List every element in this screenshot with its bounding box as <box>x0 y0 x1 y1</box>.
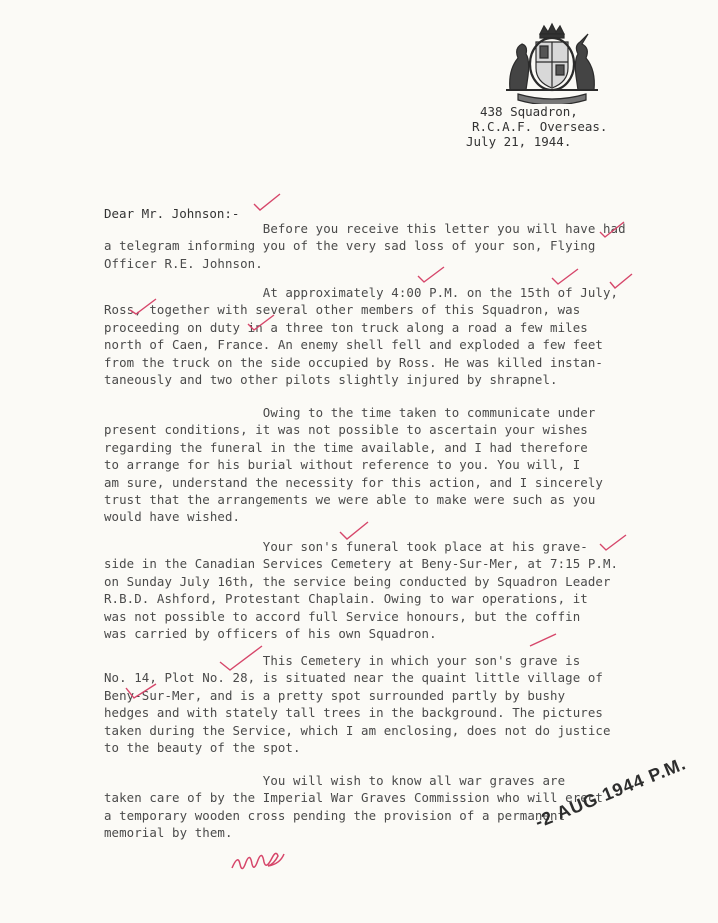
paragraph-line: would have wished. <box>104 509 241 525</box>
paragraph-line: north of Caen, France. An enemy shell fell and exploded a few feet <box>104 337 603 353</box>
paragraph-line: trust that the arrangements we were able to make were such as you <box>104 492 596 508</box>
paragraph <box>104 220 664 272</box>
paragraph-line: was carried by officers of his own Squadron. <box>104 626 437 642</box>
paragraph-line: Officer R.E. Johnson. <box>104 255 263 271</box>
paragraph-line: on Sunday July 16th, the service being conducted by Squadron Leader <box>104 573 611 589</box>
handwritten-initials-icon <box>228 840 288 880</box>
check-mark-icon <box>246 312 276 332</box>
check-mark-icon <box>598 532 628 552</box>
paragraph-line: At approximately 4:00 P.M. on the 15th of July, <box>104 285 619 300</box>
paragraph-line: present conditions, it was not possible to ascertain your wishes <box>104 422 588 438</box>
check-mark-icon <box>550 266 580 286</box>
paragraph-line: Owing to the time taken to communicate under <box>104 405 596 420</box>
paragraph <box>104 284 664 388</box>
paragraph <box>104 652 664 756</box>
paragraph-line: taneously and two other pilots slightly injured by shrapnel. <box>104 372 558 388</box>
received-date-stamp: -2 AUG 1944 P.M. <box>532 753 689 833</box>
paragraph-line: a telegram informing you of the very sad loss of your son, Flying <box>104 238 596 254</box>
letter-date: July 21, 1944. <box>466 134 572 149</box>
paragraph-line: regarding the funeral in the time available, and I had therefore <box>104 439 588 455</box>
paragraph-line: side in the Canadian Services Cemetery at Beny-Sur-Mer, at 7:15 P.M. <box>104 556 619 572</box>
paragraph-line: This Cemetery in which your son's grave is <box>104 653 581 668</box>
paragraph-line: Before you receive this letter you will have had <box>104 221 626 236</box>
address-line: 438 Squadron, <box>480 104 578 119</box>
check-mark-icon <box>252 192 282 214</box>
check-mark-icon <box>608 272 634 292</box>
paragraph-line: R.B.D. Ashford, Protestant Chaplain. Owing to war operations, it <box>104 591 588 607</box>
paragraph-line: a temporary wooden cross pending the provision of a permanent <box>104 807 566 823</box>
check-mark-icon <box>416 264 446 284</box>
check-mark-icon <box>218 644 264 674</box>
address-line: R.C.A.F. Overseas. <box>472 119 608 134</box>
paragraph-line: was not possible to accord full Service honours, but the coffin <box>104 608 581 624</box>
paragraph-line: to the beauty of the spot. <box>104 740 301 756</box>
paragraph-line: from the truck on the side occupied by Ross. He was killed instan- <box>104 354 603 370</box>
royal-coat-of-arms-icon <box>500 20 604 104</box>
sender-address <box>466 104 607 149</box>
check-mark-icon <box>528 632 558 650</box>
salutation: Dear Mr. Johnson:- <box>104 206 240 221</box>
paragraph-line: taken during the Service, which I am enclosing, does not do justice <box>104 722 611 738</box>
paragraph <box>104 404 664 526</box>
paragraph-line: to arrange for his burial without reference to you. You will, I <box>104 457 581 473</box>
paragraph-line: taken care of by the Imperial War Graves Commission who will erect <box>104 790 603 806</box>
paragraph <box>104 538 664 642</box>
check-mark-icon <box>598 220 626 240</box>
check-mark-icon <box>338 520 370 542</box>
paragraph-line: Ross, together with several other members of this Squadron, was <box>104 302 581 318</box>
check-mark-icon <box>124 682 158 702</box>
paragraph-line: am sure, understand the necessity for this action, and I sincerely <box>104 474 603 490</box>
paragraph-line: Your son's funeral took place at his grave- <box>104 539 588 554</box>
paragraph-line: proceeding on duty in a three ton truck along a road a few miles <box>104 319 588 335</box>
paragraph-line: memorial by them. <box>104 825 233 841</box>
paragraph-line: hedges and with stately tall trees in the background. The pictures <box>104 705 603 721</box>
paragraph-line: You will wish to know all war graves are <box>104 773 566 788</box>
paragraph-line: No. 14, Plot No. 28, is situated near the quaint little village of <box>104 670 603 686</box>
check-mark-icon <box>128 296 158 316</box>
paragraph-line: Beny-Sur-Mer, and is a pretty spot surrounded partly by bushy <box>104 687 566 703</box>
